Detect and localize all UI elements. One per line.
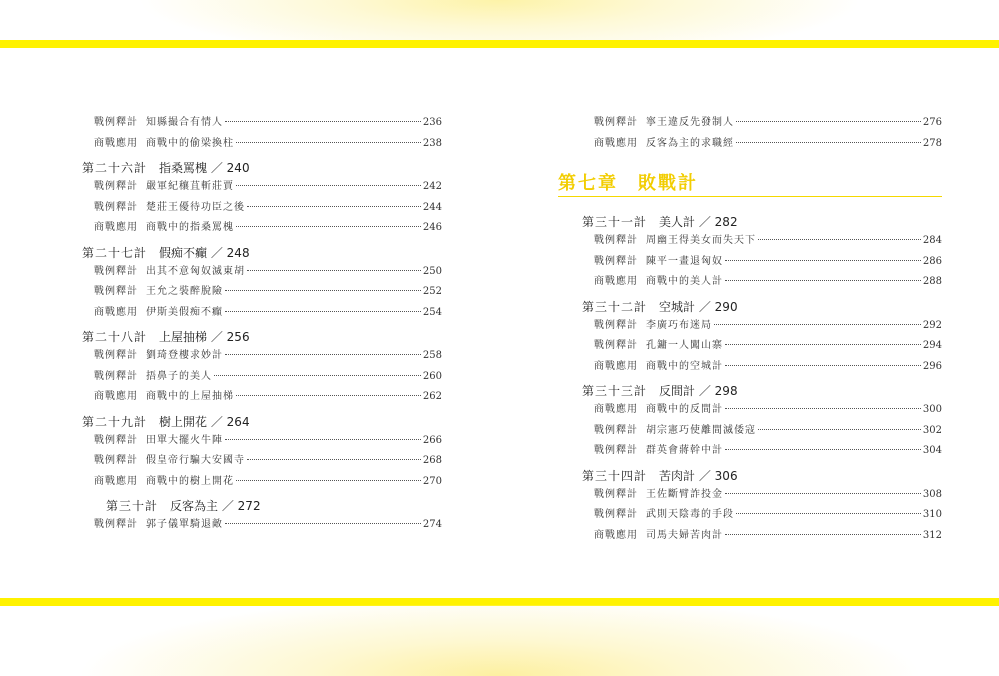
- entry-page-number: 266: [422, 434, 442, 446]
- stratagem-heading: [82, 160, 250, 176]
- entry-page-number: 276: [922, 117, 942, 128]
- entry-tag: 商戰應用: [594, 529, 638, 541]
- stratagem-name: 假痴不癲: [159, 245, 208, 260]
- entry-tag: 戰例釋計: [594, 445, 638, 456]
- toc-entry: [94, 434, 442, 448]
- entry-tag: 戰例釋計: [594, 340, 638, 351]
- entry-title: 商戰中的空城計: [646, 360, 723, 372]
- entry-page-number: 288: [922, 276, 942, 287]
- dot-leader: [714, 324, 921, 325]
- toc-entry: [594, 508, 942, 522]
- entry-page-number: 278: [922, 138, 942, 149]
- stratagem-name: 上屋抽梯: [159, 330, 208, 344]
- entry-title: 商戰中的上屋抽梯: [146, 391, 234, 402]
- entry-page-number: 300: [922, 404, 942, 415]
- entry-title: 楚莊王優待功臣之後: [146, 201, 245, 213]
- top-yellow-band: [0, 40, 999, 48]
- entry-title: 孔鏞一人闖山寨: [646, 340, 723, 351]
- stratagem-name: 反客為主: [170, 499, 219, 513]
- dot-leader: [225, 523, 421, 524]
- toc-entry: [594, 275, 942, 289]
- dot-leader: [725, 344, 921, 345]
- entry-page-number: 304: [922, 445, 942, 456]
- entry-title: 知縣撮合有情人: [146, 117, 223, 128]
- entry-page-number: 254: [422, 306, 442, 318]
- entry-page-number: 292: [922, 319, 942, 331]
- entry-title: 郭子儀單騎退敵: [146, 519, 223, 530]
- entry-tag: 戰例釋計: [594, 255, 638, 267]
- entry-page-number: 260: [422, 370, 442, 382]
- entry-page-number: 308: [922, 488, 942, 500]
- entry-page-number: 312: [922, 529, 942, 541]
- entry-page-number: 310: [922, 509, 942, 520]
- toc-entry: [94, 390, 442, 404]
- entry-title: 商戰中的樹上開花: [146, 475, 234, 487]
- stratagem-heading: [582, 299, 738, 315]
- entry-tag: 戰例釋計: [594, 424, 638, 436]
- entry-title: 劉琦登樓求妙計: [146, 350, 223, 361]
- entry-tag: 戰例釋計: [94, 434, 138, 446]
- entry-tag: 戰例釋計: [94, 286, 138, 297]
- dot-leader: [736, 513, 921, 514]
- entry-page-number: 284: [922, 235, 942, 246]
- top-glow: [0, 0, 999, 42]
- entry-title: 反客為主的求職經: [646, 138, 734, 149]
- stratagem-number: 第二十九計: [82, 414, 148, 429]
- toc-entry: [94, 370, 442, 384]
- dot-leader: [725, 408, 921, 409]
- entry-tag: 戰例釋計: [594, 488, 638, 500]
- entry-tag: 商戰應用: [94, 391, 138, 402]
- entry-title: 商戰中的偷梁換柱: [146, 137, 234, 149]
- dot-leader: [725, 449, 921, 450]
- entry-tag: 戰例釋計: [594, 509, 638, 520]
- stratagem-page: ／ 306: [698, 468, 738, 483]
- entry-title: 司馬夫婦苦肉計: [646, 529, 723, 541]
- entry-tag: 戰例釋計: [94, 181, 138, 192]
- toc-entry: [594, 319, 942, 333]
- entry-tag: 商戰應用: [594, 360, 638, 372]
- entry-tag: 戰例釋計: [94, 519, 138, 530]
- toc-entry: [94, 116, 442, 130]
- toc-entry: [594, 529, 942, 543]
- stratagem-heading: [82, 245, 250, 261]
- entry-tag: 戰例釋計: [594, 117, 638, 128]
- entry-page-number: 252: [422, 286, 442, 297]
- chapter-title-text: 第七章 敗戰計: [558, 173, 698, 194]
- toc-entry: [94, 137, 442, 151]
- entry-tag: 戰例釋計: [94, 117, 138, 128]
- toc-entry: [594, 444, 942, 458]
- stratagem-page: ／ 248: [210, 245, 250, 260]
- bottom-glow: [0, 605, 999, 676]
- entry-page-number: 238: [422, 137, 442, 149]
- dot-leader: [247, 459, 421, 460]
- entry-tag: 商戰應用: [94, 306, 138, 318]
- entry-page-number: 250: [422, 265, 442, 277]
- entry-tag: 戰例釋計: [94, 370, 138, 382]
- entry-tag: 戰例釋計: [94, 455, 138, 466]
- toc-entry: [94, 265, 442, 279]
- entry-page-number: 274: [422, 519, 442, 530]
- toc-entry: [94, 221, 442, 235]
- stratagem-name: 苦肉計: [659, 468, 696, 483]
- toc-entry: [94, 454, 442, 468]
- chapter-title: [558, 172, 942, 197]
- stratagem-page: ／ 264: [210, 414, 250, 429]
- dot-leader: [247, 206, 421, 207]
- stratagem-name: 反間計: [659, 384, 696, 398]
- dot-leader: [725, 260, 921, 261]
- entry-tag: 戰例釋計: [94, 350, 138, 361]
- entry-title: 李廣巧布迷局: [646, 319, 712, 331]
- entry-title: 田單大擺火牛陣: [146, 434, 223, 446]
- dot-leader: [725, 493, 921, 494]
- stratagem-page: ／ 240: [210, 161, 250, 175]
- dot-leader: [725, 534, 921, 535]
- toc-entry: [94, 201, 442, 215]
- entry-page-number: 270: [422, 475, 442, 487]
- stratagem-number: 第三十三計: [582, 384, 648, 398]
- toc-entry: [94, 475, 442, 489]
- toc-entry: [594, 403, 942, 417]
- entry-title: 王佐斷臂詐投金: [646, 488, 723, 500]
- stratagem-name: 指桑罵槐: [159, 161, 208, 175]
- dot-leader: [225, 290, 421, 291]
- entry-title: 商戰中的指桑罵槐: [146, 222, 234, 233]
- stratagem-name: 美人計: [659, 215, 696, 229]
- dot-leader: [247, 270, 421, 271]
- toc-entry: [94, 518, 442, 532]
- entry-page-number: 242: [422, 181, 442, 192]
- dot-leader: [236, 480, 421, 481]
- entry-title: 陳平一畫退匈奴: [646, 255, 723, 267]
- stratagem-page: ／ 272: [221, 499, 261, 513]
- entry-title: 寧王違反先發制人: [646, 117, 734, 128]
- entry-title: 假皇帝行騙大安國寺: [146, 455, 245, 466]
- dot-leader: [758, 429, 921, 430]
- stratagem-heading: [82, 414, 250, 430]
- dot-leader: [236, 185, 421, 186]
- entry-title: 武則天陰毒的手段: [646, 509, 734, 520]
- entry-title: 商戰中的反間計: [646, 404, 723, 415]
- dot-leader: [225, 311, 421, 312]
- stratagem-page: ／ 298: [698, 384, 738, 398]
- stratagem-heading: [582, 214, 738, 230]
- toc-entry: [94, 180, 442, 194]
- stratagem-number: 第二十六計: [82, 161, 148, 175]
- stratagem-number: 第三十計: [106, 499, 159, 513]
- entry-page-number: 268: [422, 455, 442, 466]
- dot-leader: [225, 354, 421, 355]
- stratagem-page: ／ 256: [210, 330, 250, 344]
- toc-entry: [94, 285, 442, 299]
- stratagem-page: ／ 290: [698, 299, 738, 314]
- entry-title: 周幽王得美女而失天下: [646, 235, 756, 246]
- entry-tag: 商戰應用: [94, 475, 138, 487]
- stratagem-number: 第二十八計: [82, 330, 148, 344]
- toc-entry: [594, 360, 942, 374]
- entry-tag: 商戰應用: [594, 138, 638, 149]
- entry-tag: 商戰應用: [594, 404, 638, 415]
- entry-title: 群英會蔣幹中計: [646, 445, 723, 456]
- entry-page-number: 286: [922, 255, 942, 267]
- entry-page-number: 302: [922, 424, 942, 436]
- dot-leader: [225, 439, 421, 440]
- toc-entry: [94, 306, 442, 320]
- entry-page-number: 236: [422, 117, 442, 128]
- toc-entry: [594, 488, 942, 502]
- dot-leader: [236, 142, 421, 143]
- entry-title: 出其不意匈奴滅東胡: [146, 265, 245, 277]
- toc-entry: [594, 116, 942, 130]
- entry-page-number: 246: [422, 222, 442, 233]
- dot-leader: [236, 226, 421, 227]
- stratagem-number: 第二十七計: [82, 245, 148, 260]
- stratagem-heading: [106, 498, 261, 514]
- toc-entry: [594, 234, 942, 248]
- entry-page-number: 244: [422, 201, 442, 213]
- dot-leader: [736, 142, 921, 143]
- stratagem-heading: [582, 383, 738, 399]
- stratagem-number: 第三十二計: [582, 299, 648, 314]
- toc-entry: [594, 424, 942, 438]
- entry-tag: 商戰應用: [94, 222, 138, 233]
- entry-tag: 戰例釋計: [94, 201, 138, 213]
- dot-leader: [758, 239, 921, 240]
- dot-leader: [214, 375, 421, 376]
- entry-title: 伊斯美假痴不癲: [146, 306, 223, 318]
- entry-title: 商戰中的美人計: [646, 276, 723, 287]
- stratagem-name: 空城計: [659, 299, 696, 314]
- stratagem-heading: [82, 329, 250, 345]
- dot-leader: [225, 121, 421, 122]
- toc-entry: [94, 349, 442, 363]
- entry-page-number: 296: [922, 360, 942, 372]
- entry-page-number: 262: [422, 391, 442, 402]
- stratagem-heading: [582, 468, 738, 484]
- stratagem-number: 第三十一計: [582, 215, 648, 229]
- toc-entry: [594, 137, 942, 151]
- entry-tag: 戰例釋計: [594, 319, 638, 331]
- entry-page-number: 258: [422, 350, 442, 361]
- toc-entry: [594, 255, 942, 269]
- dot-leader: [236, 395, 421, 396]
- entry-title: 捂鼻子的美人: [146, 370, 212, 382]
- stratagem-number: 第三十四計: [582, 468, 648, 483]
- entry-tag: 戰例釋計: [94, 265, 138, 277]
- dot-leader: [725, 280, 921, 281]
- dot-leader: [736, 121, 921, 122]
- entry-page-number: 294: [922, 340, 942, 351]
- dot-leader: [725, 365, 921, 366]
- toc-entry: [594, 339, 942, 353]
- stratagem-page: ／ 282: [698, 215, 738, 229]
- entry-tag: 商戰應用: [94, 137, 138, 149]
- stratagem-name: 樹上開花: [159, 414, 208, 429]
- entry-tag: 商戰應用: [594, 276, 638, 287]
- entry-title: 嚴軍紀穰苴斬莊賈: [146, 181, 234, 192]
- entry-title: 胡宗憲巧使離間滅倭寇: [646, 424, 756, 436]
- entry-tag: 戰例釋計: [594, 235, 638, 246]
- entry-title: 王允之裝醉脫險: [146, 286, 223, 297]
